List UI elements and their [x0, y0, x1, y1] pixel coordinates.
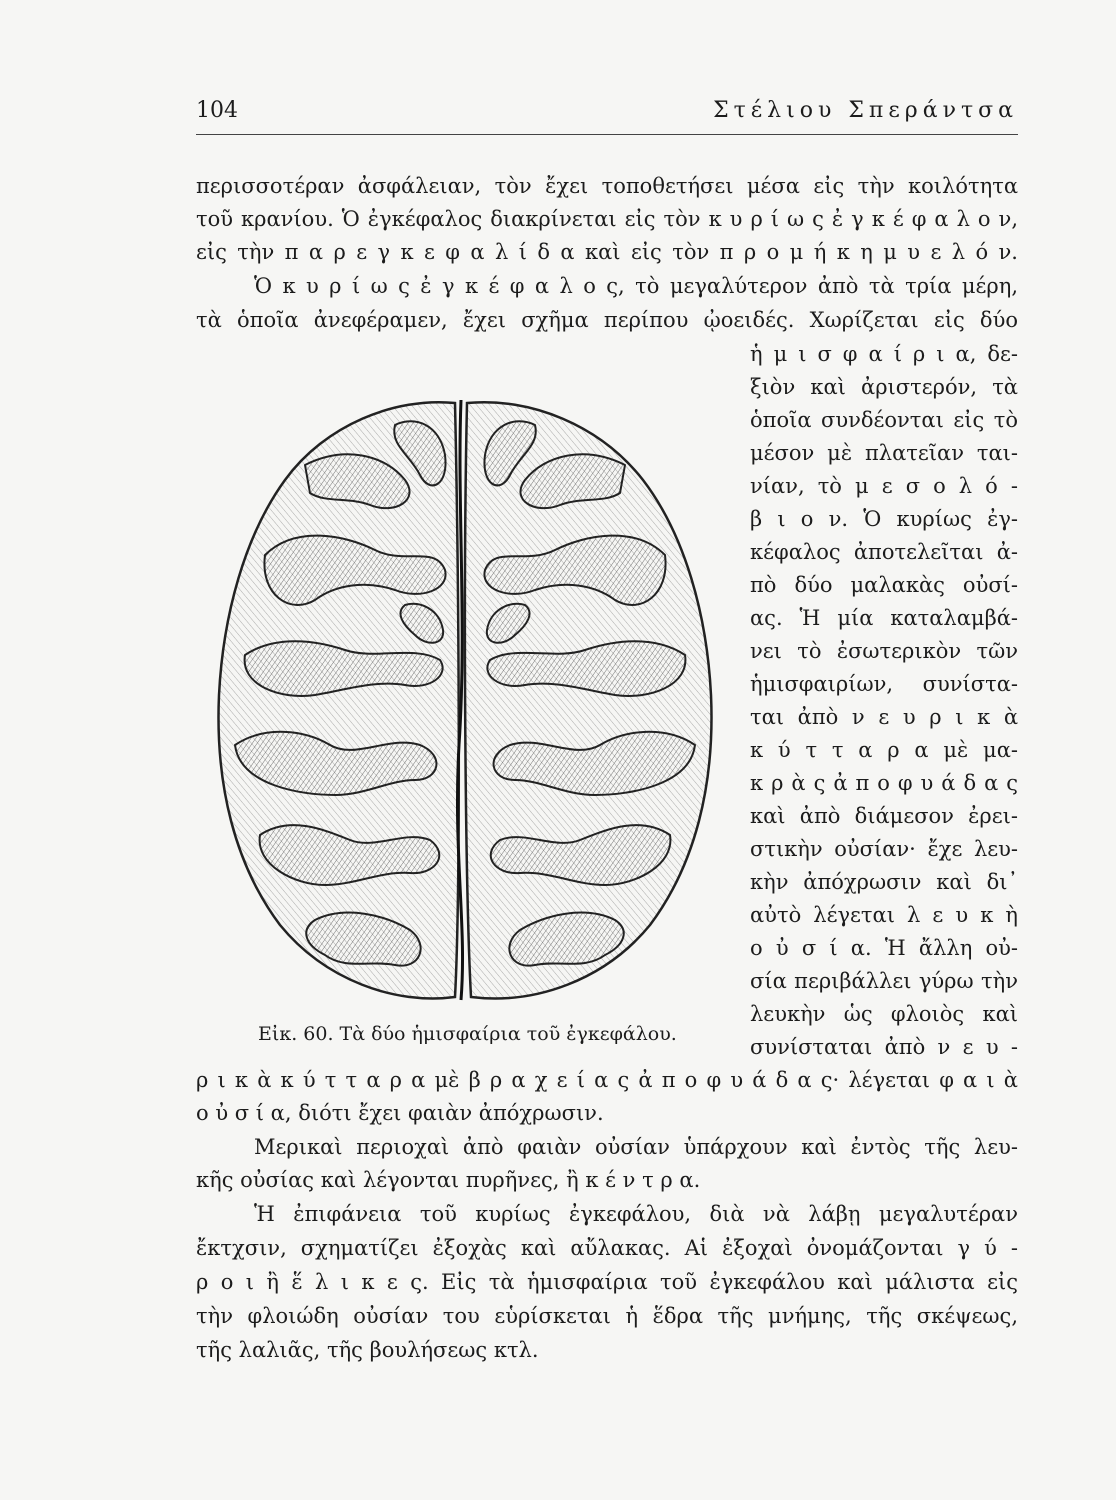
side-text-line: συνίσταται ἀπὸ ν ε υ - — [750, 1035, 1018, 1059]
side-text-line: ξιὸν καὶ ἀριστερόν, τὰ — [750, 375, 1018, 399]
side-text-line: ο ὐ σ ί α. Ἡ ἄλλη οὐ- — [750, 936, 1018, 960]
side-text-line: νίαν, τὸ μ ε σ ο λ ό - — [750, 474, 1018, 498]
side-text-line: κὴν ἀπόχρωσιν καὶ δι᾽ — [750, 870, 1018, 894]
text-line: κῆς οὐσίας καὶ λέγονται πυρῆνες, ἢ κ έ ν τ ρ α. — [196, 1168, 701, 1192]
page-number: 104 — [196, 98, 238, 123]
side-text-line: πὸ δύο μαλακὰς οὐσί- — [750, 573, 1018, 597]
text-line: τοῦ κρανίου. Ὁ ἐγκέφαλος διακρίνεται εἰς τὸν κ υ ρ ί ω ς ἐ γ κ έ φ α λ ο ν, — [196, 207, 1018, 231]
side-text-line: κ ύ τ τ α ρ α μὲ μα- — [750, 738, 1018, 762]
text-line: τὰ ὁποῖα ἀνεφέραμεν, ἔχει σχῆμα περίπου ᾠοειδές. Χωρίζεται εἰς δύο — [196, 308, 1018, 332]
side-text-line: ἡ μ ι σ φ α ί ρ ι α, δε- — [750, 342, 1018, 366]
side-text-line: ται ἀπὸ ν ε υ ρ ι κ ὰ — [750, 705, 1018, 729]
text-line: εἰς τὴν π α ρ ε γ κ ε φ α λ ί δ α καὶ εἰς τὸν π ρ ο μ ή κ η μ υ ε λ ό ν. — [196, 240, 1018, 264]
text-line: ο ὐ σ ί α, διότι ἔχει φαιὰν ἀπόχρωσιν. — [196, 1101, 604, 1125]
side-text-line: λευκὴν ὡς φλοιὸς καὶ — [750, 1002, 1018, 1026]
side-text-line: καὶ ἀπὸ διάμεσον ἐρει- — [750, 804, 1018, 828]
side-text-line: ἡμισφαιρίων, συνίστα- — [750, 672, 1018, 696]
text-line: Ὁ κ υ ρ ί ω ς ἐ γ κ έ φ α λ ο ς, τὸ μεγαλύτερον ἀπὸ τὰ τρία μέρη, — [254, 274, 1018, 298]
text-line: περισσοτέραν ἀσφάλειαν, τὸν ἔχει τοποθετήσει μέσα εἰς τὴν κοιλότητα — [196, 174, 1018, 198]
running-title: Στέλιου Σπεράντσα — [713, 98, 1018, 123]
side-text-line: β ι ο ν. Ὁ κυρίως ἐγ- — [750, 507, 1018, 531]
text-line: τὴν φλοιώδη οὐσίαν του εὑρίσκεται ἡ ἕδρα τῆς μνήμης, τῆς σκέψεως, — [196, 1304, 1018, 1328]
figure-caption: Εἰκ. 60. Τὰ δύο ἡμισφαίρια τοῦ ἐγκεφάλου. — [258, 1023, 677, 1045]
side-text-line: ας. Ἡ μία καταλαμβά- — [750, 606, 1018, 630]
side-text-line: σία περιβάλλει γύρω τὴν — [750, 969, 1018, 993]
page-header — [196, 98, 1018, 128]
brain-figure — [205, 385, 725, 1010]
side-text-line: νει τὸ ἐσωτερικὸν τῶν — [750, 639, 1018, 663]
text-line: Μερικαὶ περιοχαὶ ἀπὸ φαιὰν οὐσίαν ὑπάρχουν καὶ ἐντὸς τῆς λευ- — [254, 1135, 1018, 1159]
side-text-line: μέσον μὲ πλατεῖαν ται- — [750, 441, 1018, 465]
text-line: ρ ο ι ἢ ἕ λ ι κ ε ς. Εἰς τὰ ἡμισφαίρια τοῦ ἐγκεφάλου καὶ μάλιστα εἰς — [196, 1270, 1018, 1294]
header-rule — [196, 134, 1018, 135]
side-text-line: ὁποῖα συνδέονται εἰς τὸ — [750, 408, 1018, 432]
brain-illustration — [205, 385, 725, 1010]
side-text-line: στικὴν οὐσίαν· ἔχε λευ- — [750, 837, 1018, 861]
side-text-line: κέφαλος ἀποτελεῖται ἀ- — [750, 540, 1018, 564]
text-line: ρ ι κ ὰ κ ύ τ τ α ρ α μὲ β ρ α χ ε ί α ς ἀ π ο φ υ ά δ α ς· λέγεται φ α ι ὰ — [196, 1068, 1018, 1092]
side-text-line: κ ρ ὰ ς ἀ π ο φ υ ά δ α ς — [750, 771, 1018, 795]
text-line: τῆς λαλιᾶς, τῆς βουλήσεως κτλ. — [196, 1338, 539, 1362]
side-text-line: αὐτὸ λέγεται λ ε υ κ ὴ — [750, 903, 1018, 927]
text-line: ἔκτχσιν, σχηματίζει ἐξοχὰς καὶ αὔλακας. Αἱ ἐξοχαὶ ὀνομάζονται γ ύ - — [196, 1236, 1018, 1260]
text-line: Ἡ ἐπιφάνεια τοῦ κυρίως ἐγκεφάλου, διὰ νὰ λάβῃ μεγαλυτέραν — [254, 1202, 1018, 1226]
